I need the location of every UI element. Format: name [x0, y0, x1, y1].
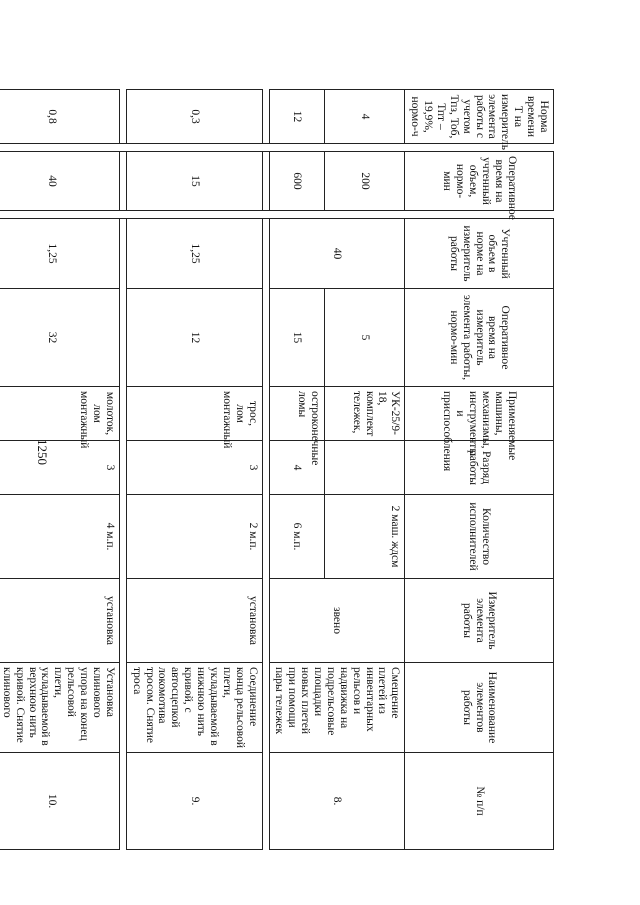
work-norms-table	[0, 89, 554, 850]
op-time-unit-value: 12	[126, 289, 262, 387]
row-gap	[262, 90, 269, 850]
header-volume: Учтенный объем в норме на измеритель работы	[405, 219, 554, 289]
op-time-unit-value: 32	[0, 289, 119, 387]
header-op-time-volume: Оперативное время на учтенный объем, нормо-мин	[405, 152, 554, 211]
element-name-value: Смещение плетей из инвентарных рельсов и надвижка на подрельсовые площадки новых плетей при помощи пары тележек	[269, 663, 405, 753]
row-gap	[119, 90, 126, 850]
volume-value: 40	[269, 219, 405, 289]
executors-value: 4 м.п.	[0, 495, 119, 579]
header-op-time-unit: Оперативное время на измеритель элемента работы, нормо-мин	[405, 289, 554, 387]
executors-value: 6 м.п.	[269, 495, 324, 579]
tools-value: остроконечные ломы	[269, 387, 324, 441]
norm-value: 0,8	[0, 90, 119, 144]
element-name-value: Соединение конца рельсовой плети, укладываемой в нижнюю нить кривой, с автосцепкой локомотива тросом. Снятие троса	[126, 663, 262, 753]
op-time-unit-value: 15	[269, 289, 324, 387]
volume-value: 1,25	[126, 219, 262, 289]
table-row-8a	[324, 90, 405, 850]
column-gap	[0, 211, 554, 219]
norm-value: 12	[269, 90, 324, 144]
header-unit: Измеритель элемента работы	[405, 579, 554, 663]
op-time-volume-value: 40	[0, 152, 119, 211]
row-number: 9.	[126, 753, 262, 850]
grade-value: 3	[0, 441, 119, 495]
unit-value: установка	[126, 579, 262, 663]
op-time-volume-value: 15	[126, 152, 262, 211]
header-executors: Количество исполнителей	[405, 495, 554, 579]
tools-value: молоток, лом монтажный	[0, 387, 119, 441]
tools-value: трос, лом монтажный	[126, 387, 262, 441]
op-time-volume-value: 200	[324, 152, 405, 211]
unit-value: звено	[269, 579, 405, 663]
page-number: 1250	[35, 439, 50, 465]
executors-value: 2 м.п.	[126, 495, 262, 579]
header-norm-time: Норма времени Т на измеритель элемента работы с учетом Тпз, Тоб, Тпт – 19,9%, нормо-ч	[405, 90, 554, 144]
op-time-volume-value: 600	[269, 152, 324, 211]
header-grade: Разряд работы	[405, 441, 554, 495]
grade-value: 3	[126, 441, 262, 495]
column-gap	[0, 144, 554, 152]
header-row-number: № п/п	[405, 753, 554, 850]
norm-value: 0,3	[126, 90, 262, 144]
table-row-9	[126, 90, 262, 850]
unit-value: установка	[0, 579, 119, 663]
header-tools: Применяемые машины, механизмы, инструменты и приспособления	[405, 387, 554, 441]
table-header-row	[405, 90, 554, 850]
element-name-value: Установка клинового упора на конец рельсовой плети, укладываемой в верхнюю нить кривой. Снятие клинового	[0, 663, 119, 753]
executors-value: 2 маш. ждсм	[324, 495, 405, 579]
header-element-name: Наименование элементов работы	[405, 663, 554, 753]
tools-value: УК-25/9-18, комплект тележек,	[324, 387, 405, 441]
row-number: 10.	[0, 753, 119, 850]
volume-value: 1,25	[0, 219, 119, 289]
norm-value: 4	[324, 90, 405, 144]
grade-value: 4	[269, 441, 324, 495]
grade-value	[324, 441, 405, 495]
table-row-10	[0, 90, 119, 850]
row-number: 8.	[269, 753, 405, 850]
op-time-unit-value: 5	[324, 289, 405, 387]
